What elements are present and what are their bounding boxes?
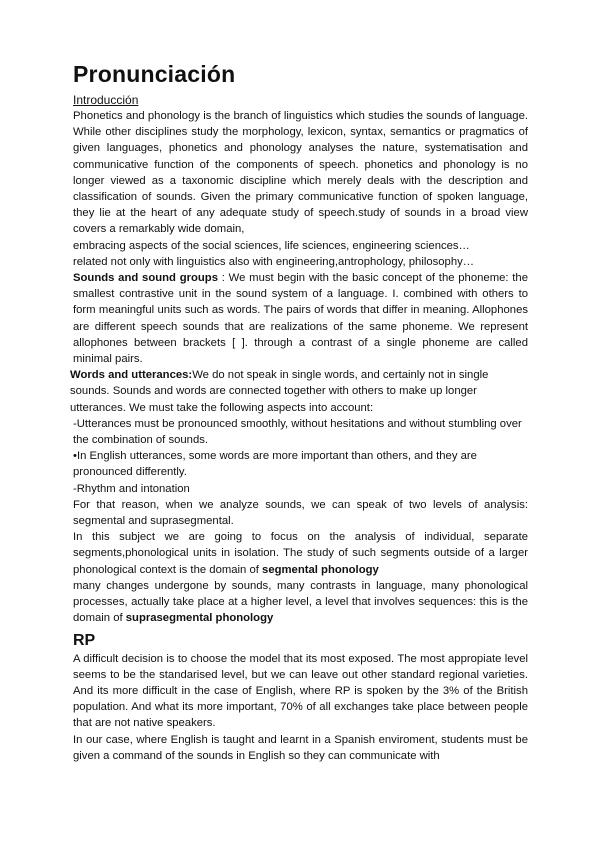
rp-paragraph-1: A difficult decision is to choose the model that its most exposed. The most appropiate level seems to be the standarised level, but we can leave out other standard regional varieties. And its more difficult in the case of English, where RP is spoken by the 3% of the British population. And what its more important, 70% of all exchanges take place between people that are not native speakers.: [73, 652, 528, 730]
analysis-p3-text: many changes undergone by sounds, many contrasts in language, many phonological processes, actually take place at a higher level, a level that involves sequences: this is the domain of: [73, 579, 528, 625]
analysis-paragraph-1: For that reason, when we analyze sounds, we can speak of two levels of analysis: segmental and suprasegmental.: [73, 498, 528, 528]
sounds-heading: Sounds and sound groups: [73, 272, 218, 285]
words-item-2: •In English utterances, some words are more important than others, and they are pronounced differently.: [73, 450, 477, 479]
analysis-p2-text: In this subject we are going to focus on the analysis of individual, separate segments,phonological units in isolation. The study of such segments outside of a larger phonological context is the domain of: [73, 531, 528, 576]
analysis-paragraph-3: [73, 578, 528, 627]
intro-paragraph: Phonetics and phonology is the branch of linguistics which studies the sounds of language. While other disciplines study the morphology, lexicon, syntax, semantics or pragmatics of given languages, phonetics and phonology analyses the nature, systematisation and communicative function of the components of speech. phonetics and phonology is no longer viewed as a taxonomic discipline which merely deals with the description and classification of sounds. Given the primary communicative function of spoken language, they lie at the heart of any adequate study of speech.study of sounds in a broad view covers a remarkably wide domain,: [73, 110, 528, 236]
rp-heading: RP: [73, 631, 96, 649]
section-subtitle: Introducción: [73, 93, 139, 107]
intro-line-2: embracing aspects of the social sciences, life sciences, engineering sciences…: [73, 239, 470, 252]
segmental-phonology-term: segmental phonology: [262, 563, 379, 576]
intro-line-3: related not only with linguistics also with engineering,antrophology, philosophy…: [73, 255, 475, 268]
analysis-paragraph-2: [73, 529, 528, 578]
document-page: [70, 58, 528, 764]
sounds-paragraph: [73, 270, 528, 367]
words-item-3: -Rhythm and intonation: [73, 482, 190, 495]
sounds-text: : We must begin with the basic concept of the phoneme: the smallest contrastive unit in the sound system of a language. I. combined with others to form meaningful units such as words. The pairs of words that differ in meaning. Allophones are different speech sounds that are realizations of the same phoneme. We represent allophones between brackets [ ]. through a contrast of a single phoneme are called minimal pairs.: [73, 272, 528, 366]
page-title: Pronunciación: [73, 61, 236, 87]
suprasegmental-phonology-term: suprasegmental phonology: [125, 612, 274, 625]
words-item-1: -Utterances must be pronounced smoothly, without hesitations and without stumbling over the combination of sounds.: [73, 417, 522, 447]
words-heading: Words and utterances:: [70, 369, 193, 382]
words-text: We do not speak in single words, and certainly not in single sounds. Sounds and words are connected together with others to make up longer utterances. We must take the following aspects into account:: [70, 369, 489, 414]
words-paragraph: [70, 367, 528, 416]
rp-paragraph-2: In our case, where English is taught and learnt in a Spanish enviroment, students must be given a command of the sounds in English so they can communicate with: [73, 733, 528, 762]
